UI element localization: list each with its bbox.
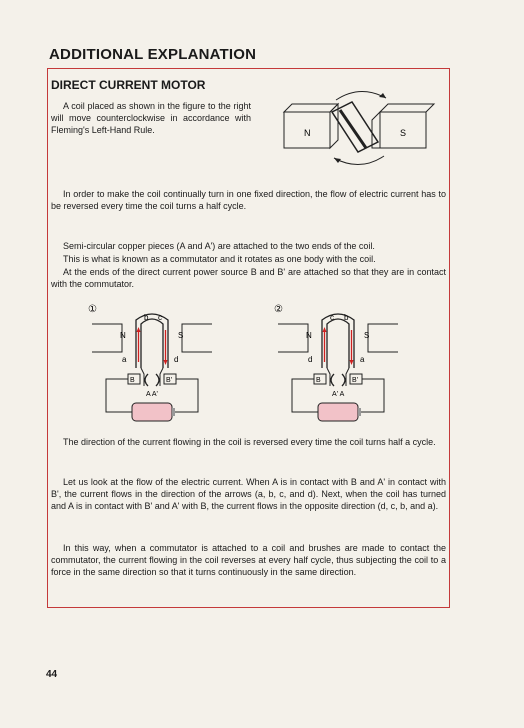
figure-2-north-magnet <box>278 324 308 352</box>
figure-2-brush-b-label: B <box>316 377 321 384</box>
figure-2-label-a: a <box>360 355 365 364</box>
box-title: DIRECT CURRENT MOTOR <box>51 78 206 92</box>
figure-1-segment-a <box>145 374 148 386</box>
figure-2-label-b: b <box>344 313 349 322</box>
paragraph-5: In this way, when a commutator is attached to a coil and brushes are made to contact the commutator, the current flowing in the coil reverses at every half cycle, thus subjecting the coil to a force in the same direction so that it turns continuously in the same direction. <box>51 543 446 577</box>
figure-2-south-label: S <box>364 331 370 340</box>
figure-2-battery <box>318 403 358 421</box>
paragraph-2-line-1: Semi-circular copper pieces (A and A') are attached to the two ends of the coil. <box>63 241 375 251</box>
figure-1-label-d: d <box>174 355 179 364</box>
figure-1-label-c: c <box>158 313 162 322</box>
figure-2-label-c: c <box>330 313 334 322</box>
coil-magnet-figure <box>282 90 446 172</box>
figure-1-battery <box>132 403 172 421</box>
paragraph-1: In order to make the coil continually turn in one fixed direction, the flow of electric current has to be reversed every time the coil turns a half cycle. <box>51 189 446 211</box>
figure-1-label-a: a <box>122 355 127 364</box>
figure-1-brush-b-label: B <box>130 377 135 384</box>
figure-1-segment-labels: A A' <box>146 391 158 398</box>
figure-1-south-label: S <box>178 331 184 340</box>
figure-2-north-label: N <box>306 331 312 340</box>
paragraph-3: The direction of the current flowing in the coil is reversed every time the coil turns half a cycle. <box>63 437 436 447</box>
figure-1-north-magnet <box>92 324 122 352</box>
figure-2-segment-labels: A' A <box>332 391 345 398</box>
north-pole-label: N <box>304 128 311 138</box>
figure-1-label-b: b <box>144 313 149 322</box>
page-number: 44 <box>46 669 58 680</box>
section-title: ADDITIONAL EXPLANATION <box>49 46 257 63</box>
paragraph-2-line-2: This is what is known as a commutator and it rotates as one body with the coil. <box>63 254 376 264</box>
north-magnet <box>284 104 338 148</box>
paragraph-4: Let us look at the flow of the electric current. When A is in contact with B and A' in contact with B', the current flows in the direction of the arrows (a, b, c, and d). Next, when the coil has turned and A is in contact with B' and A' with B, the current flows in the opposite direction (d, c, b, and a). <box>51 477 446 511</box>
figure-2-segment-a-prime <box>331 374 334 386</box>
south-magnet <box>372 104 434 148</box>
intro-text: A coil placed as shown in the figure to the right will move counterclockwise in accordance with Fleming's Left-Hand Rule. <box>51 101 251 135</box>
figure-2-label-d: d <box>308 355 313 364</box>
rotation-arrow-bottom <box>334 156 384 165</box>
figure-2-segment-a <box>342 374 345 386</box>
commutator-figure-2 <box>272 300 404 430</box>
south-pole-label: S <box>400 128 407 138</box>
rotation-arrow-top <box>336 91 386 100</box>
figure-1-brush-b-prime-label: B' <box>166 377 173 384</box>
figure-2-south-magnet <box>368 324 398 352</box>
figure-2-brush-b-prime-label: B' <box>352 377 359 384</box>
explanation-box-bottom-border <box>47 607 450 608</box>
figure-1-segment-a-prime <box>156 374 159 386</box>
figure-1-north-label: N <box>120 331 126 340</box>
paragraph-2-line-3: At the ends of the direct current power source B and B' are attached so that they are in contact with the commutator. <box>51 267 446 289</box>
figure-1-south-magnet <box>182 324 212 352</box>
coil <box>332 102 378 152</box>
commutator-figure-1 <box>86 300 218 430</box>
figure-1-number: ① <box>88 304 97 315</box>
figure-2-number: ② <box>274 304 283 315</box>
